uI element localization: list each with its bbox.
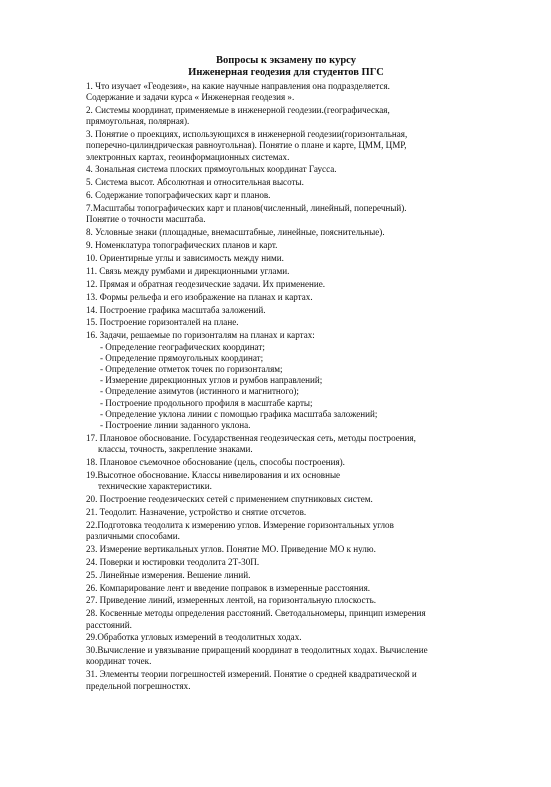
question-item <box>86 595 486 606</box>
question-line: 15. Построение горизонталей на плане. <box>86 317 239 328</box>
question-item <box>86 81 486 103</box>
question-item <box>86 507 486 518</box>
sub-question-line: - Построение продольного профиля в масштабе карты; <box>100 397 313 408</box>
sub-question-line: - Определение географических координат; <box>100 341 265 352</box>
question-item <box>86 305 486 316</box>
question-continuation-line: классы, точность, закрепление знаками. <box>98 444 253 455</box>
question-line: 12. Прямая и обратная геодезические задачи. Их применение. <box>86 278 326 289</box>
question-line: 25. Линейные измерения. Вешение линий. <box>86 569 251 580</box>
question-line: 5. Система высот. Абсолютная и относительная высоты. <box>86 177 304 188</box>
sub-question-line: - Измерение дирекционных углов и румбов направлений; <box>100 375 323 386</box>
question-item <box>86 583 486 594</box>
question-item <box>86 279 486 290</box>
question-line: 28. Косвенные методы определения расстояний. Светодальномеры, принцип измерения <box>86 608 426 619</box>
question-line: 8. Условные знаки (площадные, внемасштабные, линейные, пояснительные). <box>86 227 385 238</box>
question-item <box>86 570 486 581</box>
title-line-1: Вопросы к экзамену по курсу <box>216 55 356 66</box>
question-line: 27. Приведение линий, измеренных лентой, на горизонтальную плоскость. <box>86 595 376 606</box>
question-item <box>86 129 486 163</box>
question-item <box>86 330 486 431</box>
question-line: 1. Что изучает «Геодезия», на какие научные направления она подразделяется. <box>86 81 390 91</box>
question-item <box>86 164 486 175</box>
question-item <box>86 669 486 691</box>
title-line-2: Инженерная геодезия для студентов ПГС <box>188 67 384 78</box>
question-item <box>86 317 486 328</box>
document-page <box>86 55 486 693</box>
question-line: 7.Масштабы топографических карт и планов(численный, линейный, поперечный). <box>86 203 407 214</box>
question-item <box>86 457 486 468</box>
question-item <box>86 645 486 667</box>
question-line: Понятие о точности масштаба. <box>86 214 206 225</box>
questions-list <box>86 81 486 692</box>
question-item <box>86 177 486 188</box>
question-line: 17. Плановое обоснование. Государственная геодезическая сеть, методы построения, <box>86 432 416 443</box>
question-line: прямоугольная, полярная). <box>86 116 190 127</box>
question-line: различными способами. <box>86 530 180 541</box>
question-line: расстояний. <box>86 619 132 630</box>
sub-question-line: - Определение азимутов (истинного и магнитного); <box>100 386 299 397</box>
question-line: 18. Плановое съемочное обоснование (цель, способы построения). <box>86 456 345 467</box>
question-item <box>86 105 486 127</box>
question-item <box>86 433 486 455</box>
question-line: 29.Обработка угловых измерений в теодолитных ходах. <box>86 632 302 643</box>
question-line: 11. Связь между румбами и дирекционными углами. <box>86 265 290 276</box>
question-item <box>86 253 486 264</box>
question-item <box>86 632 486 643</box>
sub-question-line: - Определение прямоугольных координат; <box>100 352 264 363</box>
question-item <box>86 557 486 568</box>
question-line: электронных картах, геоинформационных системах. <box>86 151 290 162</box>
question-line: 21. Теодолит. Назначение, устройство и снятие отсчетов. <box>86 506 307 517</box>
question-line: 2. Системы координат, применяемые в инженерной геодезии.(географическая, <box>86 105 390 116</box>
question-line: 14. Построение графика масштаба заложений. <box>86 304 266 315</box>
question-line: 16. Задачи, решаемые по горизонталям на планах и картах: <box>86 330 315 341</box>
question-line: 3. Понятие о проекциях, использующихся в инженерной геодезии(горизонтальная, <box>86 129 408 140</box>
question-item <box>86 240 486 251</box>
question-line: 30.Вычисление и увязывание приращений координат в теодолитных ходах. Вычисление <box>86 645 428 656</box>
question-item <box>86 203 486 225</box>
question-item <box>86 520 486 542</box>
question-item <box>86 190 486 201</box>
question-line: поперечно-цилиндрическая равноугольная). Понятие о плане и карте, ЦММ, ЦМР, <box>86 140 407 151</box>
question-item <box>86 227 486 238</box>
question-item <box>86 494 486 505</box>
question-line: 9. Номенклатура топографических планов и карт. <box>86 240 278 251</box>
question-item <box>86 608 486 630</box>
sub-question-line: - Определение отметок точек по горизонталям; <box>100 363 283 374</box>
question-line: 23. Измерение вертикальных углов. Понятие МО. Приведение МО к нулю. <box>86 543 376 554</box>
question-line: Содержание и задачи курса « Инженерная геодезия ». <box>86 92 295 103</box>
sub-question-line: - Определение уклона линии с помощью графика масштаба заложений; <box>100 408 378 419</box>
question-line: 13. Формы рельефа и его изображение на планах и картах. <box>86 291 313 302</box>
question-line: 26. Компарирование лент и введение поправок в измеренные расстояния. <box>86 582 371 593</box>
question-item <box>86 470 486 492</box>
document-title <box>86 55 486 79</box>
question-line: 4. Зональная система плоских прямоугольных координат Гаусса. <box>86 164 337 175</box>
question-line: 22.Подготовка теодолита к измерению углов. Измерение горизонтальных углов <box>86 519 394 530</box>
question-item <box>86 266 486 277</box>
question-line: 31. Элементы теории погрешностей измерений. Понятие о средней квадратической и <box>86 669 417 680</box>
question-line: 19.Высотное обоснование. Классы нивелирования и их основные <box>86 469 341 480</box>
question-line: координат точек. <box>86 656 152 667</box>
question-item <box>86 544 486 555</box>
question-line: 6. Содержание топографических карт и планов. <box>86 190 271 201</box>
question-line: предельной погрешностях. <box>86 680 191 691</box>
question-continuation-line: технические характеристики. <box>98 481 212 492</box>
question-line: 20. Построение геодезических сетей с применением спутниковых систем. <box>86 493 373 504</box>
question-item <box>86 292 486 303</box>
sub-question-line: - Построение линии заданного уклона. <box>100 420 251 430</box>
question-line: 10. Ориентирные углы и зависимость между ними. <box>86 253 284 264</box>
question-line: 24. Поверки и юстировки теодолита 2Т-30П. <box>86 556 260 567</box>
